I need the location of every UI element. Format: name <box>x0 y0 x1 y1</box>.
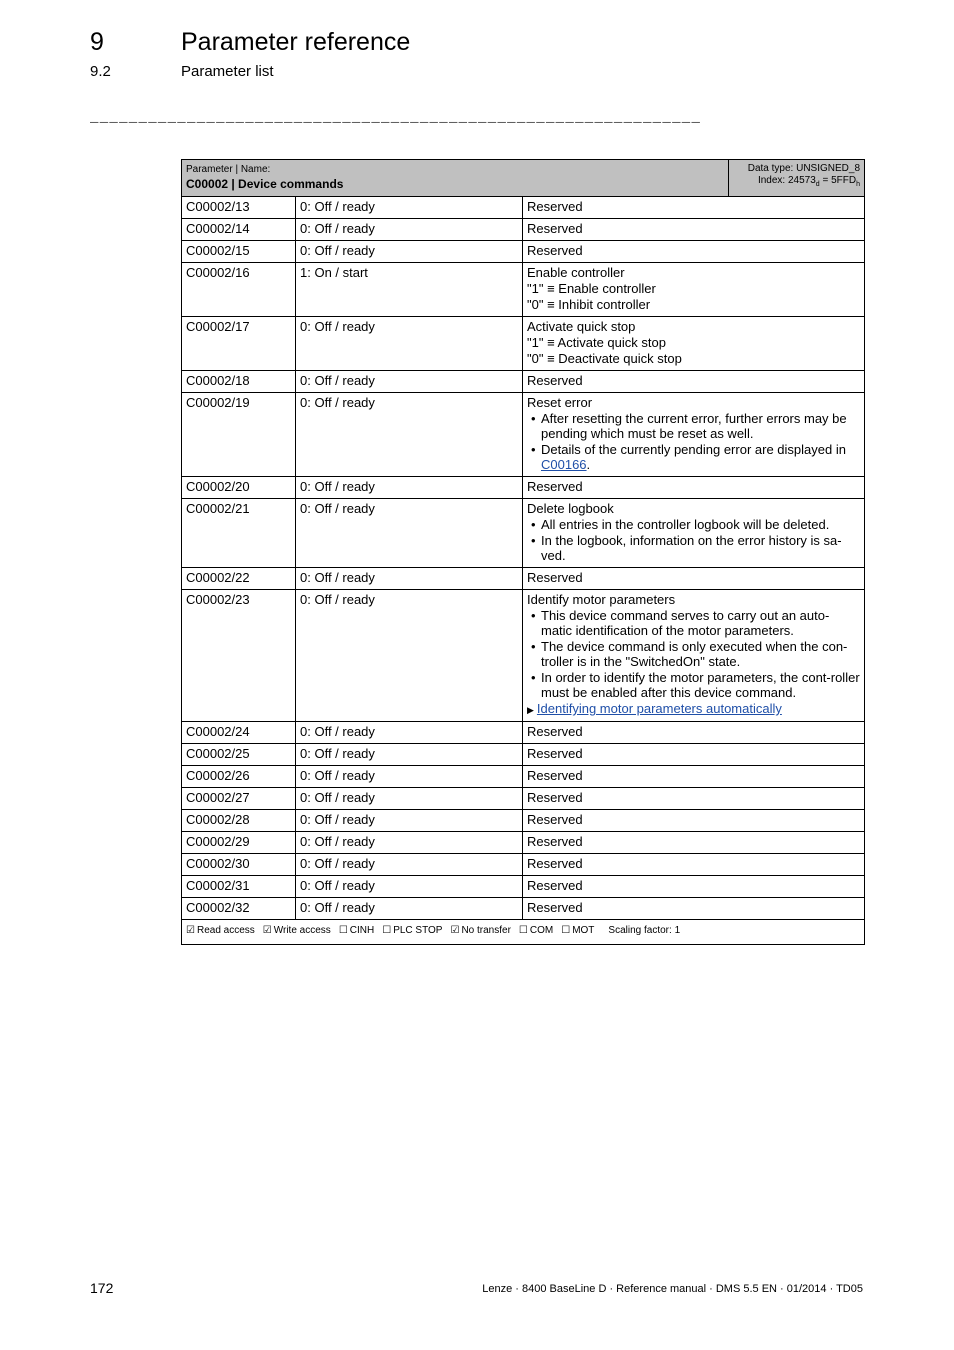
parameter-subindex: C00002/28 <box>182 810 296 832</box>
description-title: Delete logbook <box>527 501 614 516</box>
access-flag <box>519 925 553 936</box>
description-title: Identify motor parameters <box>527 592 676 607</box>
bullet-text: Details of the currently pending error are displayed in <box>541 442 846 457</box>
section-title: Parameter list <box>181 63 274 80</box>
chapter-title: Parameter reference <box>181 28 411 56</box>
cross-reference <box>527 701 860 718</box>
table-row <box>182 477 865 499</box>
parameter-table <box>181 159 865 945</box>
parameter-value: 0: Off / ready <box>296 568 523 590</box>
parameter-description <box>523 766 865 788</box>
parameter-description <box>523 371 865 393</box>
parameter-subindex: C00002/30 <box>182 854 296 876</box>
parameter-subindex: C00002/14 <box>182 219 296 241</box>
parameter-description <box>523 810 865 832</box>
access-flag-label: CINH <box>349 925 375 936</box>
data-type-cell <box>729 160 865 197</box>
empty-box-icon: ☐ <box>382 925 392 936</box>
table-row <box>182 219 865 241</box>
bullet-item <box>541 517 860 532</box>
access-flag <box>263 925 331 936</box>
access-flag <box>186 925 255 936</box>
parameter-description <box>523 788 865 810</box>
access-flag <box>561 925 594 936</box>
description-title: Reserved <box>527 812 583 827</box>
table-header-row <box>182 160 865 197</box>
parameter-value: 0: Off / ready <box>296 393 523 477</box>
parameter-subindex: C00002/19 <box>182 393 296 477</box>
parameter-value: 0: Off / ready <box>296 197 523 219</box>
description-title: Reserved <box>527 221 583 236</box>
table-row <box>182 832 865 854</box>
table-row <box>182 317 865 371</box>
parameter-description <box>523 317 865 371</box>
table-row <box>182 876 865 898</box>
access-flag-label: MOT <box>572 925 595 936</box>
table-row <box>182 744 865 766</box>
table-row <box>182 393 865 477</box>
parameter-subindex: C00002/24 <box>182 722 296 744</box>
access-flags <box>182 920 865 945</box>
bullet-text: In the logbook, information on the error history is sa-ved. <box>541 533 842 563</box>
description-line: "1" ≡ Enable controller <box>527 281 656 296</box>
parameter-description <box>523 477 865 499</box>
parameter-description <box>523 393 865 477</box>
parameter-subindex: C00002/20 <box>182 477 296 499</box>
description-title: Reserved <box>527 790 583 805</box>
checked-box-icon: ☑ <box>450 925 460 936</box>
parameter-value: 1: On / start <box>296 263 523 317</box>
bullet-item <box>541 411 860 441</box>
bullet-item <box>541 608 860 638</box>
parameter-value: 0: Off / ready <box>296 371 523 393</box>
access-flag-label: PLC STOP <box>393 925 443 936</box>
parameter-subindex: C00002/23 <box>182 590 296 722</box>
description-title: Reserved <box>527 199 583 214</box>
table-row <box>182 810 865 832</box>
description-title: Reserved <box>527 900 583 915</box>
parameter-link[interactable]: C00166 <box>541 457 587 472</box>
table-row <box>182 197 865 219</box>
parameter-subindex: C00002/17 <box>182 317 296 371</box>
index: Index: $24573_d = 5FFD_h$ <box>757 175 860 188</box>
description-title: Reserved <box>527 724 583 739</box>
parameter-description <box>523 568 865 590</box>
description-title: Activate quick stop <box>527 319 636 334</box>
bullet-list <box>527 608 860 700</box>
section-number: 9.2 <box>90 63 111 80</box>
parameter-subindex: C00002/18 <box>182 371 296 393</box>
parameter-value: 0: Off / ready <box>296 477 523 499</box>
parameter-value: 0: Off / ready <box>296 832 523 854</box>
table-row <box>182 590 865 722</box>
table-row <box>182 854 865 876</box>
description-title: Reserved <box>527 856 583 871</box>
parameter-value: 0: Off / ready <box>296 876 523 898</box>
link-suffix: . <box>586 457 591 472</box>
table-row <box>182 722 865 744</box>
checked-box-icon: ☑ <box>186 925 195 936</box>
parameter-name: C00002 | Device commands <box>186 177 344 191</box>
parameter-name-cell <box>182 160 729 197</box>
chapter-number: 9 <box>90 28 104 56</box>
parameter-description <box>523 832 865 854</box>
description-line: "0" ≡ Deactivate quick stop <box>527 351 682 366</box>
description-line: "0" ≡ Inhibit controller <box>527 297 651 312</box>
access-flag-label: No transfer <box>461 925 511 936</box>
table-row <box>182 371 865 393</box>
parameter-subindex: C00002/32 <box>182 898 296 920</box>
access-flag <box>382 925 442 936</box>
parameter-subindex: C00002/25 <box>182 744 296 766</box>
parameter-subindex: C00002/27 <box>182 788 296 810</box>
bullet-list <box>527 517 860 563</box>
table-row <box>182 263 865 317</box>
bullet-text: After resetting the current error, further errors may be pending which must be reset as well. <box>541 411 847 441</box>
description-title: Reserved <box>527 479 583 494</box>
data-type: Data type: UNSIGNED_8 <box>747 163 860 174</box>
description-title: Enable controller <box>527 265 625 280</box>
parameter-description <box>523 854 865 876</box>
parameter-description <box>523 499 865 568</box>
parameter-description <box>523 263 865 317</box>
parameter-description <box>523 744 865 766</box>
table-row <box>182 766 865 788</box>
parameter-description <box>523 898 865 920</box>
access-flag-label: COM <box>529 925 554 936</box>
empty-box-icon: ☐ <box>518 925 528 936</box>
parameter-value: 0: Off / ready <box>296 898 523 920</box>
parameter-subindex: C00002/21 <box>182 499 296 568</box>
table-row <box>182 568 865 590</box>
parameter-description <box>523 241 865 263</box>
description-title: Reserved <box>527 834 583 849</box>
bullet-item <box>541 639 860 669</box>
access-flag <box>450 925 510 936</box>
checked-box-icon: ☑ <box>262 925 272 936</box>
parameter-subindex: C00002/31 <box>182 876 296 898</box>
parameter-subindex: C00002/26 <box>182 766 296 788</box>
parameter-value: 0: Off / ready <box>296 219 523 241</box>
description-title: Reserved <box>527 373 583 388</box>
bullet-text: This device command serves to carry out an auto-matic identification of the motor parameters. <box>541 608 830 638</box>
parameter-value: 0: Off / ready <box>296 788 523 810</box>
parameter-label: Parameter | Name: <box>186 164 271 175</box>
parameter-value: 0: Off / ready <box>296 241 523 263</box>
parameter-description <box>523 876 865 898</box>
triangle-right-icon: ▶ <box>527 705 534 715</box>
bullet-text: The device command is only executed when the con-troller is in the "SwitchedOn" state. <box>541 639 848 669</box>
bullet-text: All entries in the controller logbook will be deleted. <box>541 517 830 532</box>
parameter-subindex: C00002/15 <box>182 241 296 263</box>
description-title: Reset error <box>527 395 593 410</box>
bullet-item <box>541 442 860 472</box>
access-flag-label: Read access <box>196 925 255 936</box>
header-dashed-rule: _______________________________________________________________ <box>90 110 702 126</box>
parameter-subindex: C00002/13 <box>182 197 296 219</box>
table-row <box>182 788 865 810</box>
empty-box-icon: ☐ <box>338 925 348 936</box>
parameter-description <box>523 590 865 722</box>
parameter-description <box>523 219 865 241</box>
parameter-value: 0: Off / ready <box>296 766 523 788</box>
bullet-item <box>541 533 860 563</box>
description-title: Reserved <box>527 746 583 761</box>
bullet-text: In order to identify the motor parameters, the cont-roller must be enabled after this device command. <box>541 670 860 700</box>
parameter-description <box>523 722 865 744</box>
parameter-value: 0: Off / ready <box>296 810 523 832</box>
description-line: "1" ≡ Activate quick stop <box>527 335 666 350</box>
table-row <box>182 898 865 920</box>
table-footer-row <box>182 920 865 945</box>
empty-box-icon: ☐ <box>561 925 571 936</box>
parameter-value: 0: Off / ready <box>296 744 523 766</box>
parameter-subindex: C00002/22 <box>182 568 296 590</box>
parameter-subindex: C00002/29 <box>182 832 296 854</box>
description-title: Reserved <box>527 878 583 893</box>
parameter-value: 0: Off / ready <box>296 317 523 371</box>
description-title: Reserved <box>527 243 583 258</box>
page-number: 172 <box>90 1280 114 1296</box>
parameter-value: 0: Off / ready <box>296 499 523 568</box>
parameter-subindex: C00002/16 <box>182 263 296 317</box>
table-row <box>182 241 865 263</box>
parameter-value: 0: Off / ready <box>296 854 523 876</box>
document-info: Lenze · 8400 BaseLine D · Reference manual · DMS 5.5 EN · 01/2014 · TD05 <box>482 1283 863 1295</box>
cross-reference-link[interactable]: Identifying motor parameters automatically <box>536 701 782 716</box>
scaling-factor: Scaling factor: 1 <box>608 925 681 936</box>
parameter-description <box>523 197 865 219</box>
description-title: Reserved <box>527 768 583 783</box>
access-flag <box>339 925 374 936</box>
description-title: Reserved <box>527 570 583 585</box>
bullet-item <box>541 670 860 700</box>
parameter-value: 0: Off / ready <box>296 722 523 744</box>
table-row <box>182 499 865 568</box>
bullet-list <box>527 411 860 472</box>
access-flag-label: Write access <box>273 925 331 936</box>
parameter-value: 0: Off / ready <box>296 590 523 722</box>
